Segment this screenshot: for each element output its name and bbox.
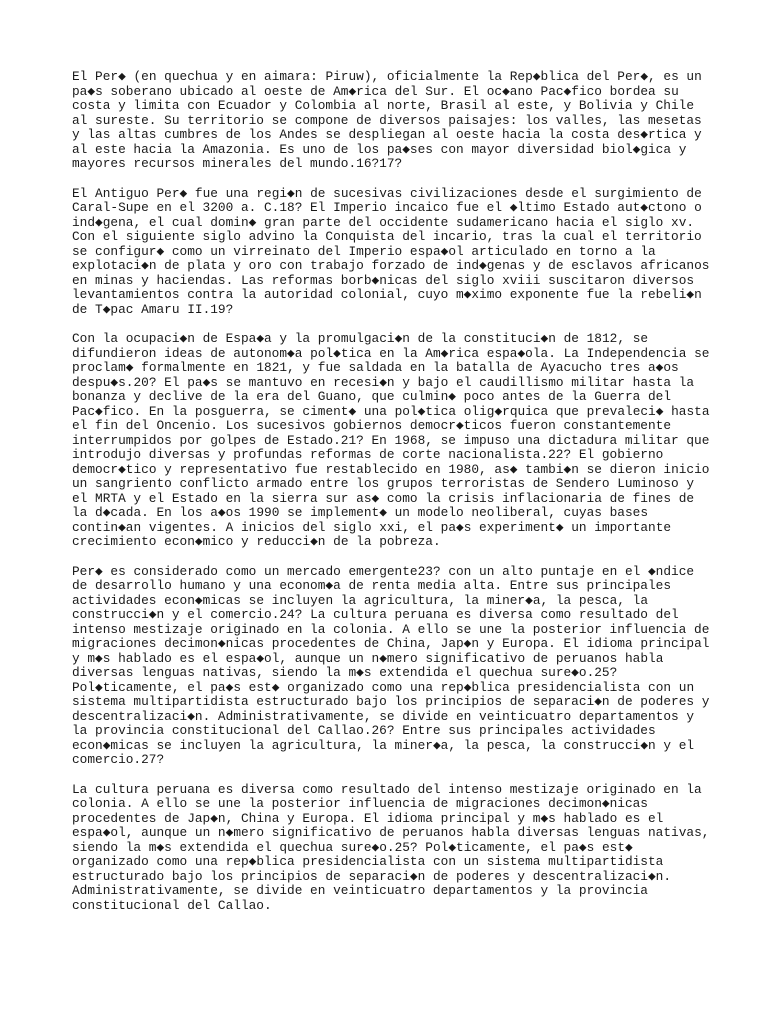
paragraph-antiguo-peru: El Antiguo Per◆ fue una regi◆n de sucesivas civilizaciones desde el surgimiento de Caral-Supe en el 3200 a. C.18? El Imperio incaico fue el ◆ltimo Estado aut◆ctono o ind◆gena, el cual domin◆ gran parte del occidente sudamericano hacia el siglo xv. Con el siguiente siglo advino la Conquista del incario, tras la cual el territorio se configur◆ como un virreinato del Imperio espa◆ol articulado en torno a la explotaci◆n de plata y oro con trabajo forzado de ind◆genas y de esclavos africanos en minas y haciendas. Las reformas borb◆nicas del siglo xviii suscitaron diversos levantamientos contra la autoridad colonial, cuyo m◆ximo exponente fue la rebeli◆n de T◆pac Amaru II.19? [72,185,710,317]
paragraph-independencia: Con la ocupaci◆n de Espa◆a y la promulgaci◆n de la constituci◆n de 1812, se difundieron ideas de autonom◆a pol◆tica en la Am◆rica espa◆ola. La Independencia se proclam◆ formalmente en 1821, y fue saldada en la batalla de Ayacucho tres a◆os despu◆s.20? El pa◆s se mantuvo en recesi◆n y bajo el caudillismo militar hasta la bonanza y declive de la era del Guano, que culmin◆ poco antes de la Guerra del Pac◆fico. En la posguerra, se ciment◆ una pol◆tica olig◆rquica que prevaleci◆ hasta el fin del Oncenio. Los sucesivos gobiernos democr◆ticos fueron constantemente interrumpidos por golpes de Estado.21? En 1968, se impuso una dictadura militar que introdujo diversas y profundas reformas de corte nacionalista.22? El gobierno democr◆tico y representativo fue restablecido en 1980, as◆ tambi◆n se dieron inicio un sangriento conflicto armado entre los grupos terroristas de Sendero Luminoso y el MRTA y el Estado en la sierra sur as◆ como la crisis inflacionaria de fines de la d◆cada. En los a◆os 1990 se implement◆ un modelo neoliberal, cuyas bases contin◆an vigentes. A inicios del siglo xxi, el pa◆s experiment◆ un importante crecimiento econ◆mico y reducci◆n de la pobreza. [72,331,710,549]
document-page [72,70,712,928]
paragraph-economia: Per◆ es considerado como un mercado emergente23? con un alto puntaje en el ◆ndice de desarrollo humano y una econom◆a de renta media alta. Entre sus principales actividades econ◆micas se incluyen la agricultura, la miner◆a, la pesca, la construcci◆n y el comercio.24? La cultura peruana es diversa como resultado del intenso mestizaje originado en la colonia. A ello se une la posterior influencia de migraciones decimon◆nicas procedentes de China, Jap◆n y Europa. El idioma principal y m◆s hablado es el espa◆ol, aunque un n◆mero significativo de peruanos habla diversas lenguas nativas, siendo la m◆s extendida el quechua sure◆o.25? Pol◆ticamente, el pa◆s est◆ organizado como una rep◆blica presidencialista con un sistema multipartidista estructurado bajo los principios de separaci◆n de poderes y descentralizaci◆n. Administrativamente, se divide en veinticuatro departamentos y la provincia constitucional del Callao.26? Entre sus principales actividades econ◆micas se incluyen la agricultura, la miner◆a, la pesca, la construcci◆n y el comercio.27? [72,563,710,767]
paragraph-cultura: La cultura peruana es diversa como resultado del intenso mestizaje originado en la colonia. A ello se une la posterior influencia de migraciones decimon◆nicas procedentes de Jap◆n, China y Europa. El idioma principal y m◆s hablado es el espa◆ol, aunque un n◆mero significativo de peruanos habla diversas lenguas nativas, siendo la m◆s extendida el quechua sure◆o.25? Pol◆ticamente, el pa◆s est◆ organizado como una rep◆blica presidencialista con un sistema multipartidista estructurado bajo los principios de separaci◆n de poderes y descentralizaci◆n. Administrativamente, se divide en veinticuatro departamentos y la provincia constitucional del Callao. [72,781,710,913]
paragraph-intro: El Per◆ (en quechua y en aimara: Piruw), oficialmente la Rep◆blica del Per◆, es un pa◆s soberano ubicado al oeste de Am◆rica del Sur. El oc◆ano Pac◆fico bordea su costa y limita con Ecuador y Colombia al norte, Brasil al este, y Bolivia y Chile al sureste. Su territorio se compone de diversos paisajes: los valles, las mesetas y las altas cumbres de los Andes se despliegan al oeste hacia la costa des◆rtica y al este hacia la Amazonia. Es uno de los pa◆ses con mayor diversidad biol◆gica y mayores recursos minerales del mundo.16?17? [72,69,702,171]
